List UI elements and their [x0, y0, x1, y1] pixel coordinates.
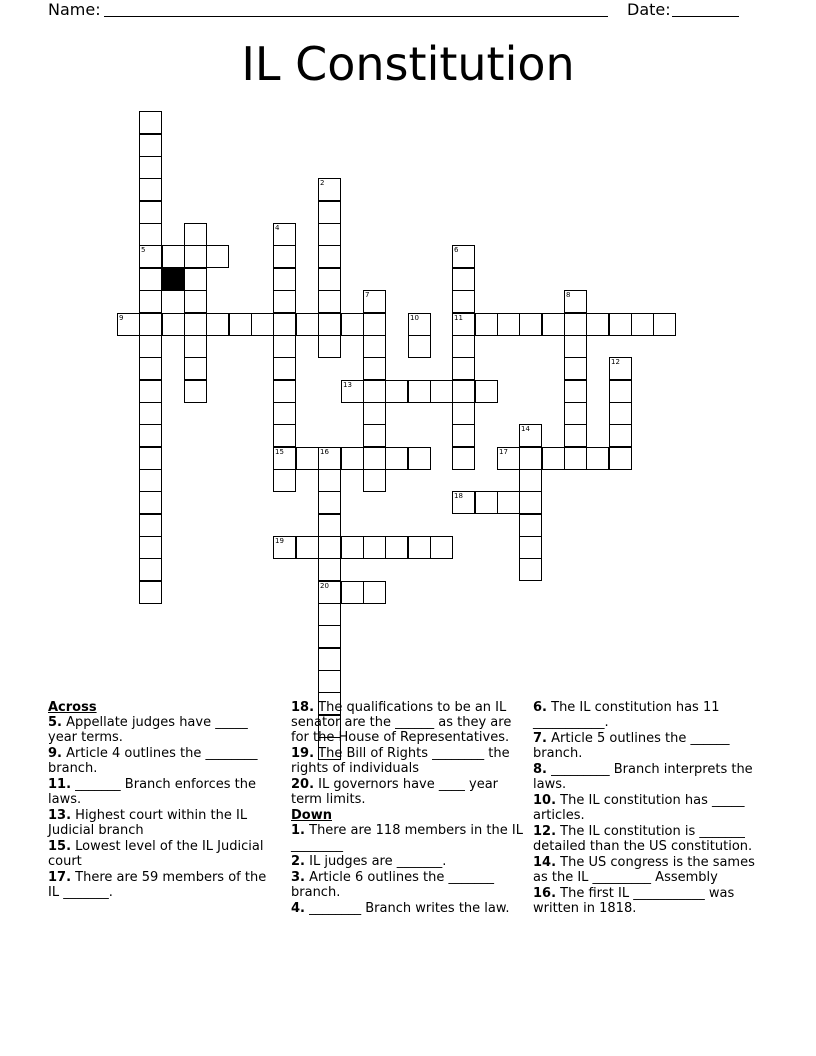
grid-cell[interactable]: [430, 380, 453, 403]
date-label: Date:: [627, 0, 671, 19]
grid-cell[interactable]: [139, 514, 162, 537]
clue-number: 4.: [291, 901, 305, 916]
grid-cell[interactable]: [139, 268, 162, 291]
grid-cell[interactable]: [296, 536, 319, 559]
clue-column-2: [291, 700, 523, 917]
grid-cell[interactable]: [139, 245, 162, 268]
clue-text: Article 5 outlines the ______ branch.: [533, 731, 730, 761]
grid-cell[interactable]: [452, 268, 475, 291]
grid-cell[interactable]: [273, 447, 296, 470]
clue-number: 19.: [291, 746, 315, 761]
grid-cell[interactable]: [408, 447, 431, 470]
grid-cell[interactable]: [475, 380, 498, 403]
grid-cell[interactable]: [273, 290, 296, 313]
cell-number: 17: [499, 448, 508, 456]
grid-cell[interactable]: [452, 335, 475, 358]
grid-cell[interactable]: [318, 178, 341, 201]
grid-cell[interactable]: [609, 402, 632, 425]
grid-cell[interactable]: [408, 335, 431, 358]
clue-text: Article 4 outlines the ________ branch.: [48, 746, 258, 776]
cell-number: 19: [275, 537, 284, 545]
grid-cell[interactable]: [408, 536, 431, 559]
grid-cell[interactable]: [385, 536, 408, 559]
grid-cell[interactable]: [609, 380, 632, 403]
clue-number: 16.: [533, 886, 557, 901]
grid-cell[interactable]: [452, 313, 475, 336]
clue-text: There are 59 members of the IL _______.: [48, 870, 267, 900]
clue-column-1: [48, 700, 280, 901]
grid-cell[interactable]: [363, 290, 386, 313]
grid-cell[interactable]: [318, 648, 341, 671]
clue-number: 5.: [48, 715, 62, 730]
grid-cell[interactable]: [273, 469, 296, 492]
clue-text: The first IL ___________ was written in 1818.: [533, 886, 735, 916]
clue-text: Highest court within the IL Judicial branch: [48, 808, 248, 838]
clue-number: 6.: [533, 700, 547, 715]
grid-cell[interactable]: [430, 536, 453, 559]
grid-cell[interactable]: [318, 447, 341, 470]
clue-number: 1.: [291, 823, 305, 838]
grid-cell[interactable]: [273, 223, 296, 246]
clue-text: The IL constitution has 11 ___________.: [533, 700, 720, 730]
clue-number: 13.: [48, 808, 72, 823]
clue-number: 8.: [533, 762, 547, 777]
grid-cell[interactable]: [318, 536, 341, 559]
cell-number: 16: [320, 448, 329, 456]
grid-cell[interactable]: [363, 380, 386, 403]
grid-cell[interactable]: [139, 581, 162, 604]
cell-number: 12: [611, 358, 620, 366]
grid-cell[interactable]: [452, 245, 475, 268]
grid-cell[interactable]: [363, 424, 386, 447]
grid-cell[interactable]: [363, 335, 386, 358]
grid-cell[interactable]: [184, 335, 207, 358]
clue-text: The Bill of Rights ________ the rights of individuals: [291, 746, 510, 776]
grid-cell[interactable]: [206, 245, 229, 268]
grid-cell[interactable]: [385, 380, 408, 403]
grid-cell[interactable]: [184, 223, 207, 246]
grid-cell[interactable]: [363, 357, 386, 380]
across-heading: Across: [48, 700, 97, 715]
clue-item: [533, 700, 765, 730]
grid-cell[interactable]: [139, 290, 162, 313]
grid-cell[interactable]: [318, 603, 341, 626]
clue-number: 9.: [48, 746, 62, 761]
clue-number: 10.: [533, 793, 557, 808]
clue-item: [533, 886, 765, 916]
grid-cell[interactable]: [341, 313, 364, 336]
grid-cell[interactable]: [452, 357, 475, 380]
clue-item: [48, 715, 280, 745]
clue-number: 12.: [533, 824, 557, 839]
grid-cell[interactable]: [586, 447, 609, 470]
grid-cell[interactable]: [609, 424, 632, 447]
grid-cell[interactable]: [318, 223, 341, 246]
clue-number: 2.: [291, 854, 305, 869]
clue-item: [533, 731, 765, 761]
grid-cell[interactable]: [519, 447, 542, 470]
grid-cell[interactable]: [139, 335, 162, 358]
grid-cell[interactable]: [139, 380, 162, 403]
clue-text: The US congress is the sames as the IL _________ Assembly: [533, 855, 755, 885]
grid-cell[interactable]: [162, 245, 185, 268]
grid-cell[interactable]: [229, 313, 252, 336]
grid-cell[interactable]: [139, 357, 162, 380]
clue-text: _________ Branch interprets the laws.: [533, 762, 753, 792]
clue-item: [291, 700, 523, 745]
clue-item: [291, 777, 523, 807]
grid-cell[interactable]: [564, 290, 587, 313]
grid-cell[interactable]: [318, 268, 341, 291]
clue-item: [291, 854, 523, 869]
clue-item: [291, 746, 523, 776]
clue-item: [48, 839, 280, 869]
grid-cell[interactable]: [318, 201, 341, 224]
grid-cell[interactable]: [273, 313, 296, 336]
grid-cell[interactable]: [296, 447, 319, 470]
clue-number: 15.: [48, 839, 72, 854]
grid-cell[interactable]: [564, 357, 587, 380]
cell-number: 14: [521, 425, 530, 433]
grid-cell[interactable]: [542, 447, 565, 470]
grid-cell[interactable]: [408, 380, 431, 403]
grid-cell[interactable]: [452, 402, 475, 425]
clue-text: Article 6 outlines the _______ branch.: [291, 870, 494, 900]
clue-text: IL governors have ____ year term limits.: [291, 777, 499, 807]
grid-cell[interactable]: [519, 469, 542, 492]
grid-cell[interactable]: [341, 581, 364, 604]
grid-cell[interactable]: [139, 223, 162, 246]
clue-item: [291, 870, 523, 900]
grid-cell[interactable]: [318, 558, 341, 581]
cell-number: 6: [454, 246, 459, 254]
clue-number: 17.: [48, 870, 72, 885]
clue-number: 11.: [48, 777, 72, 792]
cell-number: 20: [320, 582, 329, 590]
grid-cell[interactable]: [519, 536, 542, 559]
grid-cell[interactable]: [251, 313, 274, 336]
clue-item: [48, 777, 280, 807]
grid-cell[interactable]: [139, 469, 162, 492]
down-heading: Down: [291, 808, 332, 823]
grid-cell[interactable]: [184, 268, 207, 291]
clue-item: [533, 762, 765, 792]
cell-number: 15: [275, 448, 284, 456]
clue-item: [533, 824, 765, 854]
grid-cell[interactable]: [273, 402, 296, 425]
grid-cell[interactable]: [363, 313, 386, 336]
clue-item: [533, 855, 765, 885]
grid-cell[interactable]: [139, 491, 162, 514]
grid-cell[interactable]: [341, 536, 364, 559]
cell-number: 4: [275, 224, 280, 232]
grid-cell[interactable]: [519, 558, 542, 581]
grid-cell[interactable]: [609, 313, 632, 336]
grid-cell[interactable]: [318, 245, 341, 268]
grid-cell[interactable]: [519, 313, 542, 336]
grid-cell[interactable]: [475, 491, 498, 514]
grid-cell[interactable]: [273, 424, 296, 447]
grid-cell[interactable]: [564, 313, 587, 336]
cell-number: 7: [365, 291, 370, 299]
cell-number: 5: [141, 246, 146, 254]
clue-text: Appellate judges have _____ year terms.: [48, 715, 248, 745]
clue-number: 14.: [533, 855, 557, 870]
grid-cell[interactable]: [139, 402, 162, 425]
grid-cell[interactable]: [139, 156, 162, 179]
cell-number: 2: [320, 179, 325, 187]
grid-cell[interactable]: [318, 313, 341, 336]
grid-cell[interactable]: [206, 313, 229, 336]
grid-cell[interactable]: [363, 469, 386, 492]
clue-column-3: [533, 700, 765, 917]
clue-item: [48, 870, 280, 900]
clue-text: There are 118 members in the IL ________: [291, 823, 523, 853]
grid-cell[interactable]: [519, 491, 542, 514]
grid-cell[interactable]: [564, 402, 587, 425]
grid-cell[interactable]: [609, 447, 632, 470]
clue-text: _______ Branch enforces the laws.: [48, 777, 257, 807]
clue-text: IL judges are _______.: [309, 854, 447, 869]
grid-cell[interactable]: [586, 313, 609, 336]
grid-cell[interactable]: [117, 313, 140, 336]
grid-cell[interactable]: [318, 670, 341, 693]
grid-cell[interactable]: [139, 313, 162, 336]
grid-cell[interactable]: [184, 290, 207, 313]
grid-cell[interactable]: [363, 536, 386, 559]
grid-cell[interactable]: [139, 178, 162, 201]
grid-cell[interactable]: [273, 380, 296, 403]
grid-cell[interactable]: [139, 447, 162, 470]
cell-number: 18: [454, 492, 463, 500]
grid-cell[interactable]: [385, 447, 408, 470]
grid-cell[interactable]: [139, 111, 162, 134]
clue-item: [291, 901, 523, 916]
grid-cell[interactable]: [519, 514, 542, 537]
grid-cell[interactable]: [273, 245, 296, 268]
grid-cell[interactable]: [139, 424, 162, 447]
grid-cell[interactable]: [296, 313, 319, 336]
grid-cell[interactable]: [341, 447, 364, 470]
grid-cell[interactable]: [139, 536, 162, 559]
grid-cell[interactable]: [139, 558, 162, 581]
grid-cell[interactable]: [184, 245, 207, 268]
grid-cell[interactable]: [564, 335, 587, 358]
grid-cell[interactable]: [452, 424, 475, 447]
clue-text: ________ Branch writes the law.: [309, 901, 510, 916]
grid-cell[interactable]: [452, 380, 475, 403]
grid-cell[interactable]: [273, 335, 296, 358]
grid-cell[interactable]: [475, 313, 498, 336]
grid-cell[interactable]: [452, 491, 475, 514]
grid-cell[interactable]: [139, 134, 162, 157]
grid-cell[interactable]: [318, 335, 341, 358]
grid-cell[interactable]: [139, 201, 162, 224]
grid-cell[interactable]: [363, 402, 386, 425]
grid-cell[interactable]: [318, 491, 341, 514]
clue-text: The qualifications to be an IL senator are the ______ as they are for the House of Representatives.: [291, 700, 512, 745]
cell-number: 10: [410, 314, 419, 322]
clue-item: [291, 823, 523, 853]
grid-cell[interactable]: [564, 380, 587, 403]
grid-cell[interactable]: [564, 424, 587, 447]
clue-number: 18.: [291, 700, 315, 715]
black-cell: [162, 268, 185, 291]
grid-cell[interactable]: [363, 581, 386, 604]
grid-cell[interactable]: [318, 469, 341, 492]
clue-item: [48, 808, 280, 838]
cell-number: 13: [343, 381, 352, 389]
grid-cell[interactable]: [653, 313, 676, 336]
grid-cell[interactable]: [341, 380, 364, 403]
grid-cell[interactable]: [497, 313, 520, 336]
grid-cell[interactable]: [162, 313, 185, 336]
grid-cell[interactable]: [452, 447, 475, 470]
grid-cell[interactable]: [631, 313, 654, 336]
grid-cell[interactable]: [184, 380, 207, 403]
cell-number: 11: [454, 314, 463, 322]
name-label: Name:: [48, 0, 101, 19]
clue-text: Lowest level of the IL Judicial court: [48, 839, 264, 869]
grid-cell[interactable]: [318, 581, 341, 604]
cell-number: 9: [119, 314, 124, 322]
page-title: IL Constitution: [241, 37, 575, 91]
grid-cell[interactable]: [497, 491, 520, 514]
clue-item: [533, 793, 765, 823]
clue-number: 3.: [291, 870, 305, 885]
grid-cell[interactable]: [452, 290, 475, 313]
grid-cell[interactable]: [318, 625, 341, 648]
grid-cell[interactable]: [273, 357, 296, 380]
grid-cell[interactable]: [273, 536, 296, 559]
clue-text: The IL constitution has _____ articles.: [533, 793, 745, 823]
grid-cell[interactable]: [273, 268, 296, 291]
grid-cell[interactable]: [318, 290, 341, 313]
clue-number: 7.: [533, 731, 547, 746]
grid-cell[interactable]: [363, 447, 386, 470]
grid-cell[interactable]: [318, 514, 341, 537]
grid-cell[interactable]: [408, 313, 431, 336]
grid-cell[interactable]: [184, 313, 207, 336]
clue-text: The IL constitution is _______ detailed than the US constitution.: [533, 824, 753, 854]
grid-cell[interactable]: [609, 357, 632, 380]
cell-number: 8: [566, 291, 571, 299]
grid-cell[interactable]: [497, 447, 520, 470]
grid-cell[interactable]: [542, 313, 565, 336]
grid-cell[interactable]: [184, 357, 207, 380]
grid-cell[interactable]: [564, 447, 587, 470]
clue-item: [48, 746, 280, 776]
grid-cell[interactable]: [519, 424, 542, 447]
clue-number: 20.: [291, 777, 315, 792]
